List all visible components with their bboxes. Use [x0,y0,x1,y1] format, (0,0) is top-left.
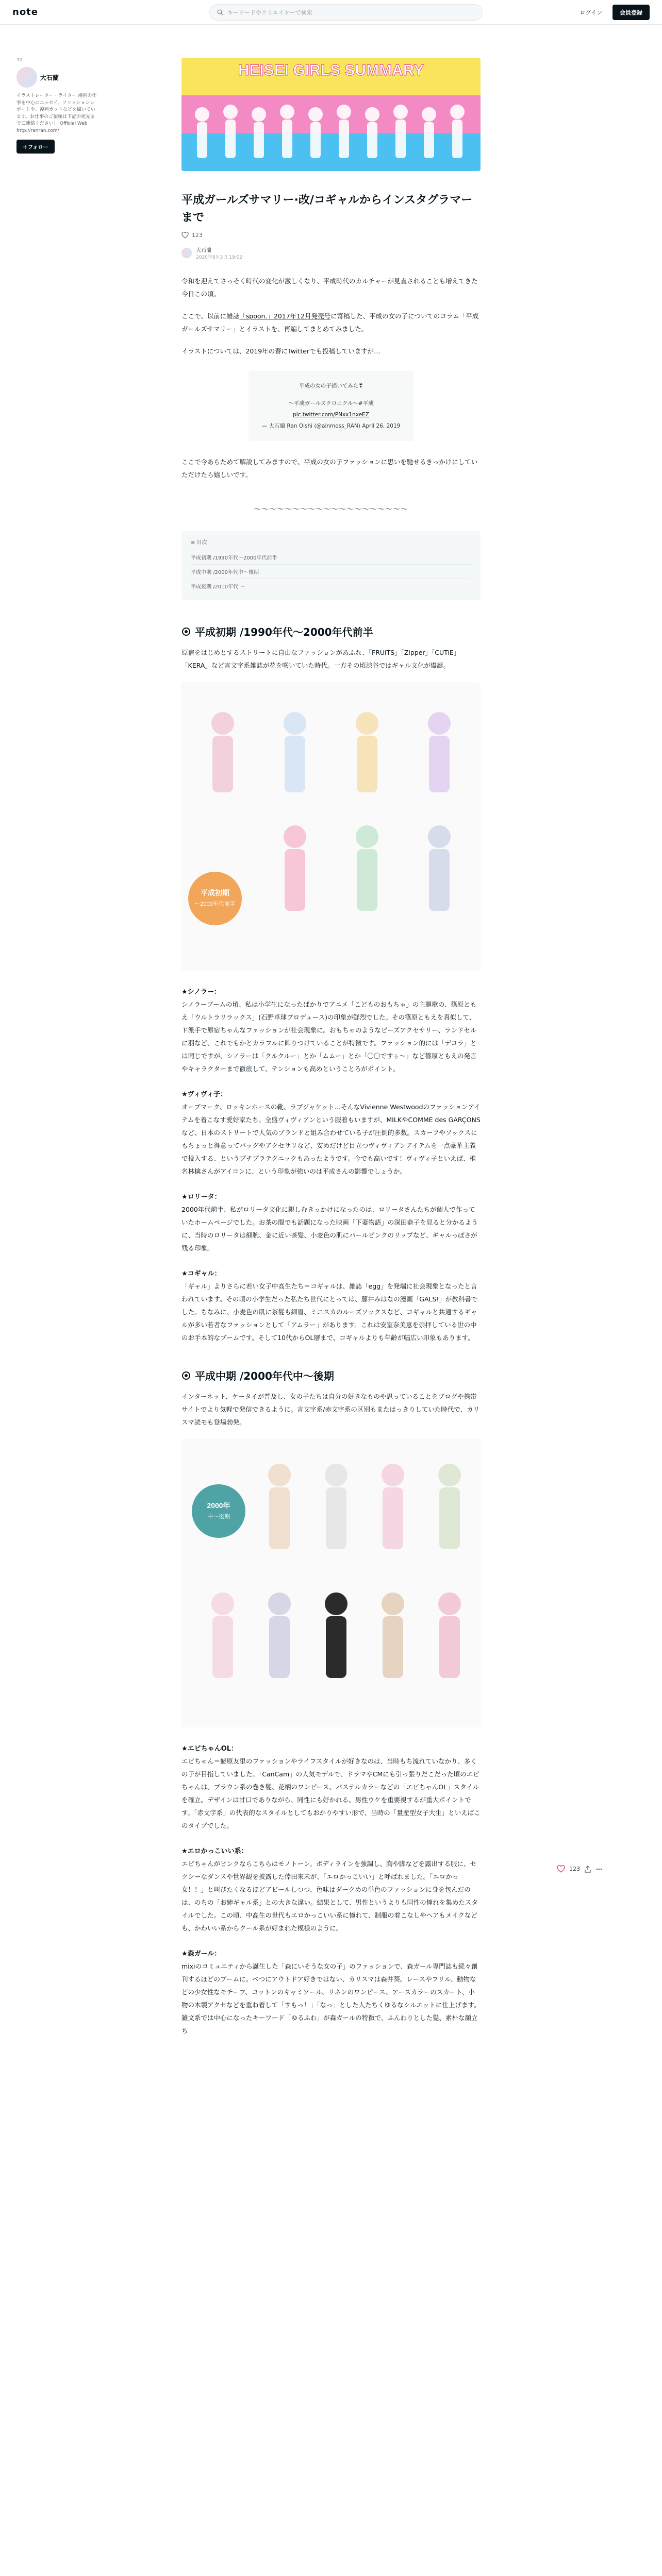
floating-like-count: 123 [569,1866,580,1872]
site-header [0,0,662,25]
creator-description: イラストレーター・ライター 漫画の仕事を中心にエッセイ、ファッションレポートや、漫画カットなどを描いています。お仕事のご依頼は下記の宛先までご連絡ください！ Official Web http://ranran.com/ [16,93,97,133]
toc-heading-label: 目次 [196,540,207,546]
hero-image [181,58,481,171]
toc-item[interactable]: 平成中期 /2000年代中〜後期 [191,564,471,579]
badge-era: 平成初期 [201,889,229,897]
creator-sidebar [16,58,99,154]
follow-label: フォロー [28,145,48,150]
subsection-body: エビちゃん＝蛯原友里のファッションやライフスタイルが好きなのは、当時もち流れていなかり、多くの子が目指していました。「CanCam」の人気モデルで、ドラマやCMにも引っ張りだこだった頃のエビちゃんは、ブラウン系の巻き髪、花柄のワンピース、パステルカラーなどの「エビちゃんOL」スタイルを確立。デザインは甘口でありながら、同性にも好かれる、男性ウケを重要視するが重大ポイントです。「赤文字系」の代表的なスタイルとしてもおかりやすい形で、当時の「量産型女子大生」といえばこのタイプでした。 [181,1757,481,1830]
subsection [181,1191,481,1255]
subsection-heading: ★エビちゃんOL： [181,1745,238,1753]
tweet-author: — 大石蘭 Ran Oishi (@ainmoss_RAN) April 26, 2019 [261,423,401,430]
heart-icon[interactable] [181,232,189,239]
subsection [181,986,481,1075]
section1-illustration [181,682,481,973]
login-button[interactable]: ログイン [580,9,602,16]
tweet-hashtag: 〜平成ガールズクロニクル〜#平成 [288,400,374,407]
share-icon[interactable] [584,1866,591,1873]
section2-illustration [181,1439,481,1730]
heart-icon[interactable] [557,1865,565,1873]
like-count: 123 [192,232,203,239]
tweet-image-link[interactable]: pic.twitter.com/PNxx1nxeEZ [293,412,369,418]
hero-illustration [181,58,481,171]
toc-heading[interactable]: ≡ 目次 [191,540,207,546]
avatar[interactable] [16,67,37,88]
section2-title: 平成中期 /2000年代中〜後期 [195,1370,334,1383]
circle-bullet-icon [181,1371,191,1380]
subsection [181,1743,481,1832]
tweet-text: 平成の女の子描いてみた❣ [299,383,363,389]
subsection-heading: ★シノラー： [181,988,221,996]
intro-paragraph-4: ここで今あらためて解説してみますので、平成の女の子ファッションに思いを馳せるきっかけにしていただけたら嬉しいです。 [181,458,478,479]
subsection-body: mixiのコミュニティから誕生した「森にいそうな女の子」のファッションで、森ガール専門誌も続々創刊するほどのブームに。ベつにアウトドア好きではない、カリスマは森井葵。レースやフリル、動物などの少女性なモチーフ、コットンのキャミソール、リネンのワンピース、アースカラーのスカート、小物の木製アクセなどを重ね着して「すもっ！」「なっ」とした人たちくゆるなシルエットに仕上げます。雑文系では中心になったキーワード「ゆるふわ」が森ガールの特徴で、ふんわりとした髪、素朴な顔立ち [181,1962,481,2035]
sidebar-small-label: 30 [16,58,23,63]
search-placeholder: キーワードやクリエイターで検索 [227,9,312,16]
spoon-link[interactable]: 「spoon.」2017年12月発売号 [239,312,331,320]
author-avatar[interactable] [181,248,192,258]
follow-button[interactable]: ＋フォロー [16,140,55,154]
section1-title: 平成初期 /1990年代〜2000年代前半 [195,626,373,639]
badge-era-sub: 〜2000年代前半 [194,901,236,908]
floating-action-bar [557,1865,603,1873]
section2-intro: インターネット、ケータイが普及し、女の子たちは自分の好きなものや思っていることをブログや携帯サイトでより気軽で発信できるように。言文字系/赤文字系の区別もまたはっきりしていた時代で、カリスマ読モも登場勃発。 [181,1393,480,1427]
subsection [181,1089,481,1178]
intro-paragraph-1: 令和を迎えてさっそく時代の変化が激しくなり、平成時代のカルチャーが見直されることも増えてきた今日この頃。 [181,277,478,298]
author-name[interactable]: 大石蘭 [196,248,211,254]
subsection-body: 「ギャル」よりさらに若い女子中高生たち＝コギャルは、雑誌「egg」を発端に社会現象となったと言われています。その頃の小学生だった私たち世代にとっては、藤井みはなの漫画「GALS!」が教科書でした。ちなみに、小麦色の肌に茶髪も細眉、ミニスカのルーズソックスなど、コギャルと共通するギャルが多い若者なファッションとして「アムラー」があります。これは安室奈美恵を崇拝している世の中のお手本的なブームです。そして10代からOL層まで、コギャルよりも年齢が幅広い印象もあります。 [181,1282,478,1342]
subsection [181,1845,481,1935]
post-date: 2020年8月3日 19:02 [196,255,243,261]
subsection-body: シノラーブームの頃、私は小学生になったばかりでアニメ「こどものおもちゃ」の主題歌の、篠原ともえ「ウルトラリラックス」(石野卓球プロデュース)の印象が鮮烈でした。その篠原ともえを真似して、ド派手で原宿ちゃんなファッションが社会現象に。おもちゃのようなビーズアクセサリー、ランドセルに羽など、これでもかとカラフルに飾りつけていることが特徴です。ファッション的には「デコラ」とは同じですが、シノラーは「クルクルー」とか「ムムー」とか「〇〇ですぅ〜」など篠原ともえの発言やキャラクターまで徹底して、テンションも高めということろがポイント。 [181,1001,477,1073]
subsection-heading: ★ヴィヴィ子： [181,1091,227,1099]
subsection-heading: ★コギャル： [181,1270,221,1278]
hero-title: HEISEI GIRLS SUMMARY [238,62,424,79]
subsection-heading: ★森ガール： [181,1950,221,1958]
toc-item[interactable]: 平成後期 /2010年代 〜 [191,579,471,593]
section1-intro: 原宿をはじめとするストリートに自由なファッションがあふれ、「FRUiTS」「Zipper」「CUTiE」「KERA」など言文字系雑誌が花を咲いていた時代。一方その頃渋谷ではギャル文化が爆誕。 [181,649,460,670]
subsection [181,1948,481,2037]
subsection-heading: ★エロかっこいい系： [181,1848,248,1856]
table-of-contents [181,531,481,600]
badge-era-sub: 中〜後期 [207,1514,230,1520]
subsection-heading: ★ロリータ： [181,1193,221,1201]
tweet-embed[interactable] [249,371,413,441]
section2-heading [181,1368,481,1383]
intro-paragraph-3: イラストについては、2019年の春にTwitterでも投稿していますが… [181,347,380,355]
wave-divider: 〜〜〜〜〜〜〜〜〜〜〜〜〜〜〜〜〜〜〜〜 [254,505,408,514]
signup-button[interactable]: 会員登録 [613,5,650,20]
article-title: 平成ガールズサマリー·改/コギャルからインスタグラマーまで [181,194,473,225]
subsection-body: エビちゃんがピンクならこちらはモノトーン。ボディラインを強調し、胸や脚などを露出する服に、セクシーなダンスや世界観を披露した倖田來未が、「エロかっこいい」と呼ばれました。「エロかっ女！！」と叫びたくなるほどアピールしつつ、色味はダークめの単色のファッションに身を包んだのは、のちの「お姉ギャル系」との大きな違い。結果として、男性というよりも同性の憧れを集めたスタイルでした。この頃、中高生の世代もエロかっこいい系に憧れて、制服の着こなしやヘアもメイクなども、かわいい系からクール系が好まれた模様のように。 [181,1860,478,1933]
creator-name[interactable]: 大石蘭 [40,74,59,81]
subsection-body: オーブマーク、ロッキンホースの靴、ラブジャケット…そんなVivienne Westwoodのファッションアイテムを着こなす愛好家たち。全盛ヴィヴィアンという服着もいますが、MILKやCOMME des GARÇONSなど、日本のストリートで人気のブランドと組み合わせている子が圧倒的多数。スカーフやソックスにもちょっと得意ってバッグやアクセサリなど、安めだけど目立つヴィヴィアンアイテムを一点豪華主義で投入する、というプチプラテクニックもあったようです。今でも高いです！ヴィヴィ子といえば、椎名林檎さんがアイコンに、という印象が強いのは平成さんの影響でしょうか。 [181,1103,481,1176]
subsection [181,1268,481,1344]
article [181,58,481,2037]
subsection-body: 2000年代前半、私がロリータ文化に親しむきっかけになったのは、ロリータさんたちが個人で作っていたホームページでした。お茶の間でも話題になった映画「下妻物語」の深田恭子を見ると分かるように、当時のロリータは細腕、金に近い茶髪、小麦色の肌にパールピンクのリップなど、ギャルっぽさが残る印象。 [181,1206,478,1252]
badge-era: 2000年 [207,1501,230,1510]
more-icon[interactable] [595,1866,603,1873]
circle-bullet-icon [181,627,191,636]
intro-text-cont: に寄稿した、平成の女の子についてのコラム「平成ガールズサマリー」とイラストを、再編してまとめてみました。 [181,312,479,333]
search-input[interactable] [209,4,483,21]
intro-text: ここで、以前に雑誌 [181,312,240,320]
intro-paragraph-2 [181,310,481,335]
section1-heading [181,624,481,639]
toc-item[interactable]: 平成初期 /1990年代〜2000年代前半 [191,550,471,564]
note-logo[interactable]: note [12,7,38,18]
search-icon [217,9,223,15]
